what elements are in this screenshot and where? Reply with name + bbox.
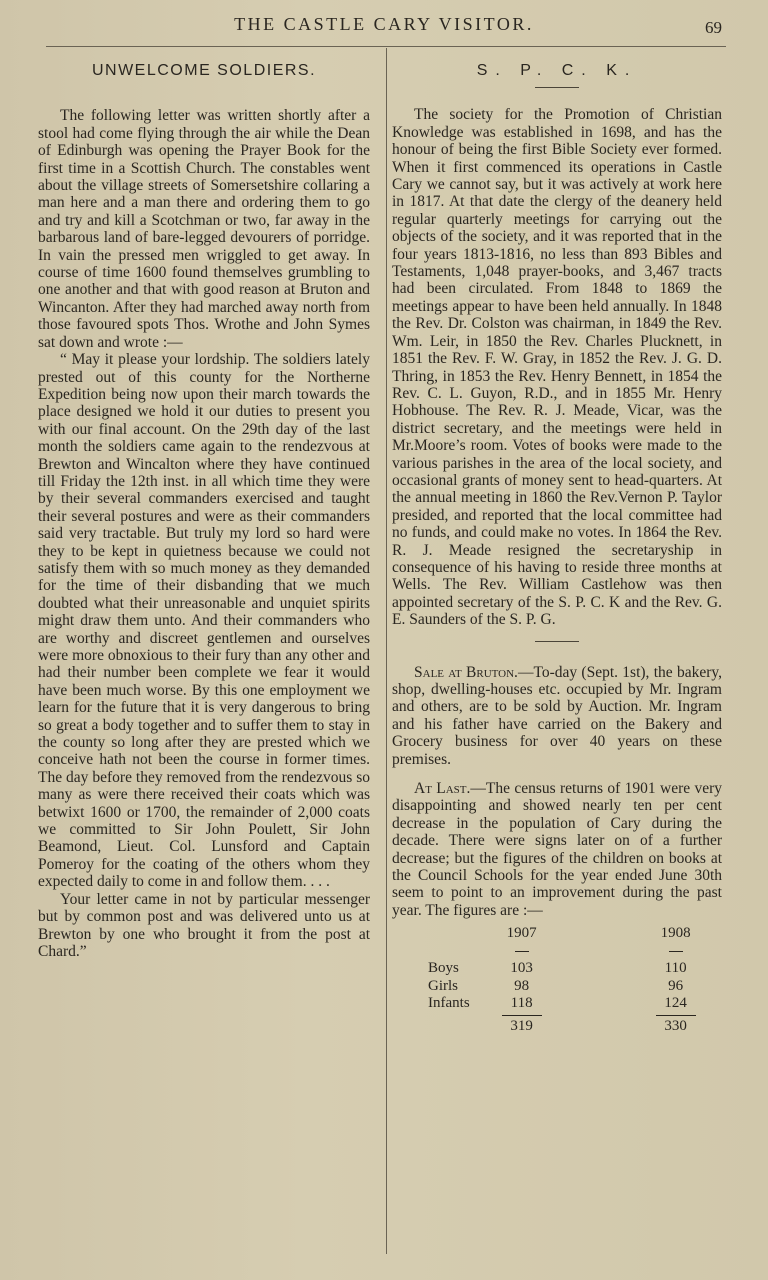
article-title-spck: S. P. C. K. <box>476 62 638 79</box>
cell-1907: 98 <box>514 977 530 994</box>
article-title-unwelcome-soldiers: UNWELCOME SOLDIERS. <box>91 62 317 79</box>
row-label: Boys <box>428 960 459 977</box>
total-1908: 330 <box>664 1018 687 1035</box>
sum-rule <box>502 1015 542 1016</box>
row-label: Infants <box>428 994 470 1011</box>
census-heading: At Last. <box>414 780 471 798</box>
cell-1908: 96 <box>668 977 684 994</box>
sale-heading: Sale at Bruton. <box>414 663 518 681</box>
row-label: Girls <box>428 977 458 994</box>
census-header-row <box>422 925 722 942</box>
header-dash <box>669 951 683 952</box>
year-1908: 1908 <box>660 925 691 942</box>
closing-paragraph: Your letter came in not by particular messenger but by common post and was delivered unto us at Brewton by one who brought it from the post at Chard.” <box>38 890 370 960</box>
article-paragraph: The following letter was written shortly after a stool had come flying through the air while the Dean of Edinburgh was opening the Prayer Book for the first time in a Scottish Church. The constables went about the village streets of Somersetshire collaring a man here and a man there and ordering them to go and try and kill a Scotchman or two, far away in the barbarous land of bare-legged devourers of porridge. In vain the pressed men wriggled to get away. In course of time 1600 found themselves grumbling to one another and that with good reason at Bruton and Wincanton. After they had marched away north from those favoured spots Thos. Wrothe and John Symes sat down and wrote :— <box>38 107 370 351</box>
sum-rule <box>656 1015 696 1016</box>
table-row <box>422 995 722 1012</box>
header-rule <box>46 46 726 47</box>
census-text: —The census returns of 1901 were very disappointing and showed nearly ten per cent decrease in the population of Cary during the decade. There were signs later on of a further decrease; but the figures of the children on books at the Council Schools for the year ended June 30th seem to point to an improvement during the past year. The figures are :— <box>392 780 722 919</box>
right-column <box>392 58 722 1036</box>
year-1907: 1907 <box>506 925 537 942</box>
table-row <box>422 978 722 995</box>
total-1907: 319 <box>510 1018 533 1035</box>
section-rule <box>535 641 579 642</box>
cell-1907: 103 <box>510 960 533 977</box>
sale-text: —To-day (Sept. 1st), the bakery, shop, dwelling-houses etc. occupied by Mr. Ingram and others, are to be sold by Auction. Mr. Ingram and his father have carried on the Bakery and Grocery business for over 40 years on these premises. <box>392 663 722 768</box>
sale-paragraph <box>392 664 722 768</box>
spck-paragraph: The society for the Promotion of Christian Knowledge was established in 1698, and has the honour of being the first Bible Society ever formed. When it first commenced its operations in Castle Cary we cannot say, but it was actively at work here in 1817. At that date the clergy of the deanery held regular quarterly meetings for carrying out the objects of the society, and it was reported that in the four years 1813-1816, no less than 893 Bibles and Testaments, 1,048 prayer-books, and 3,467 tracts had been circulated. From 1848 to 1869 the meetings appear to have been held annually. In 1848 the Rev. Dr. Colston was chairman, in 1849 the Rev. Wm. Leir, in 1850 the Rev. Charles Plucknett, in 1851 the Rev. F. W. Gray, in 1852 the Rev. J. G. D. Thring, in 1853 the Rev. Henry Bennett, in 1854 the Rev. C. L. Guyon, R.D., and in 1855 Mr. Henry Hobhouse. The Rev. R. J. Meade, Vicar, was the district secretary, and the meetings were held in Mr.Moore’s room. Votes of books were made to the various parishes in the area of the local society, and occasional grants of money sent to head-quarters. At the annual meeting in 1860 the Rev.Vernon P. Taylor presided, and reported that the local committee had no funds, and could make no votes. In 1864 the Rev. R. J. Meade resigned the secretaryship in consequence of his having to reside three months at Wells. The Rev. William Castlehow was then appointed secretary of the S. P. C. K and the Rev. G. E. Saunders of the S. P. G. <box>392 106 722 629</box>
letter-paragraph: “ May it please your lordship. The soldiers lately prested out of this county for the Northerne Expedition being now upon their march towards the place designed we hold it our duties to present you with our final account. On the 29th day of the last month the soldiers came again to the rendezvous at Brewton and Wincalton where they have continued till Friday the 12th inst. in all which time they were by their several commanders exercised and taught their several postures and were as their commanders said very tractable. But truly my lord so hard were they to be kept in quietness because we could not satisfy them with so much money as they demanded for the time of their disbanding that we much doubted what their unreasonable and unquiet spirits might draw them unto. And their commanders who are worthy and discreet gentlemen and ourselves were more obnoxious to their fury than any other and had their number been complete we fear it would have been much worse. By this one employment we learn for the future that it is very dangerous to bring so great a body together and to suffer them to stay in the county so long after they are prested which we conceive hath not been the course in former times. The day before they removed from the rendezvous so many as were there received their coats which was betwixt 1600 or 1700, the remainder of 2,000 coats we committed to Sir John Poulett, Sir John Beamond, Lieut. Col. Lunsford and Captain Pomeroy for the coating of the others whom they expected daily to come in and follow them. . . . <box>38 351 370 891</box>
page-number: 69 <box>705 18 722 37</box>
column-divider <box>386 48 387 1254</box>
header-dash <box>515 951 529 952</box>
cell-1908: 124 <box>664 994 687 1011</box>
census-paragraph <box>392 780 722 919</box>
cell-1907: 118 <box>510 994 533 1011</box>
cell-1908: 110 <box>664 960 687 977</box>
left-column <box>38 58 370 960</box>
table-row <box>422 960 722 977</box>
totals-row <box>422 1012 722 1035</box>
census-table <box>422 925 722 1035</box>
title-rule <box>535 87 579 88</box>
running-head: THE CASTLE CARY VISITOR. <box>234 14 534 34</box>
